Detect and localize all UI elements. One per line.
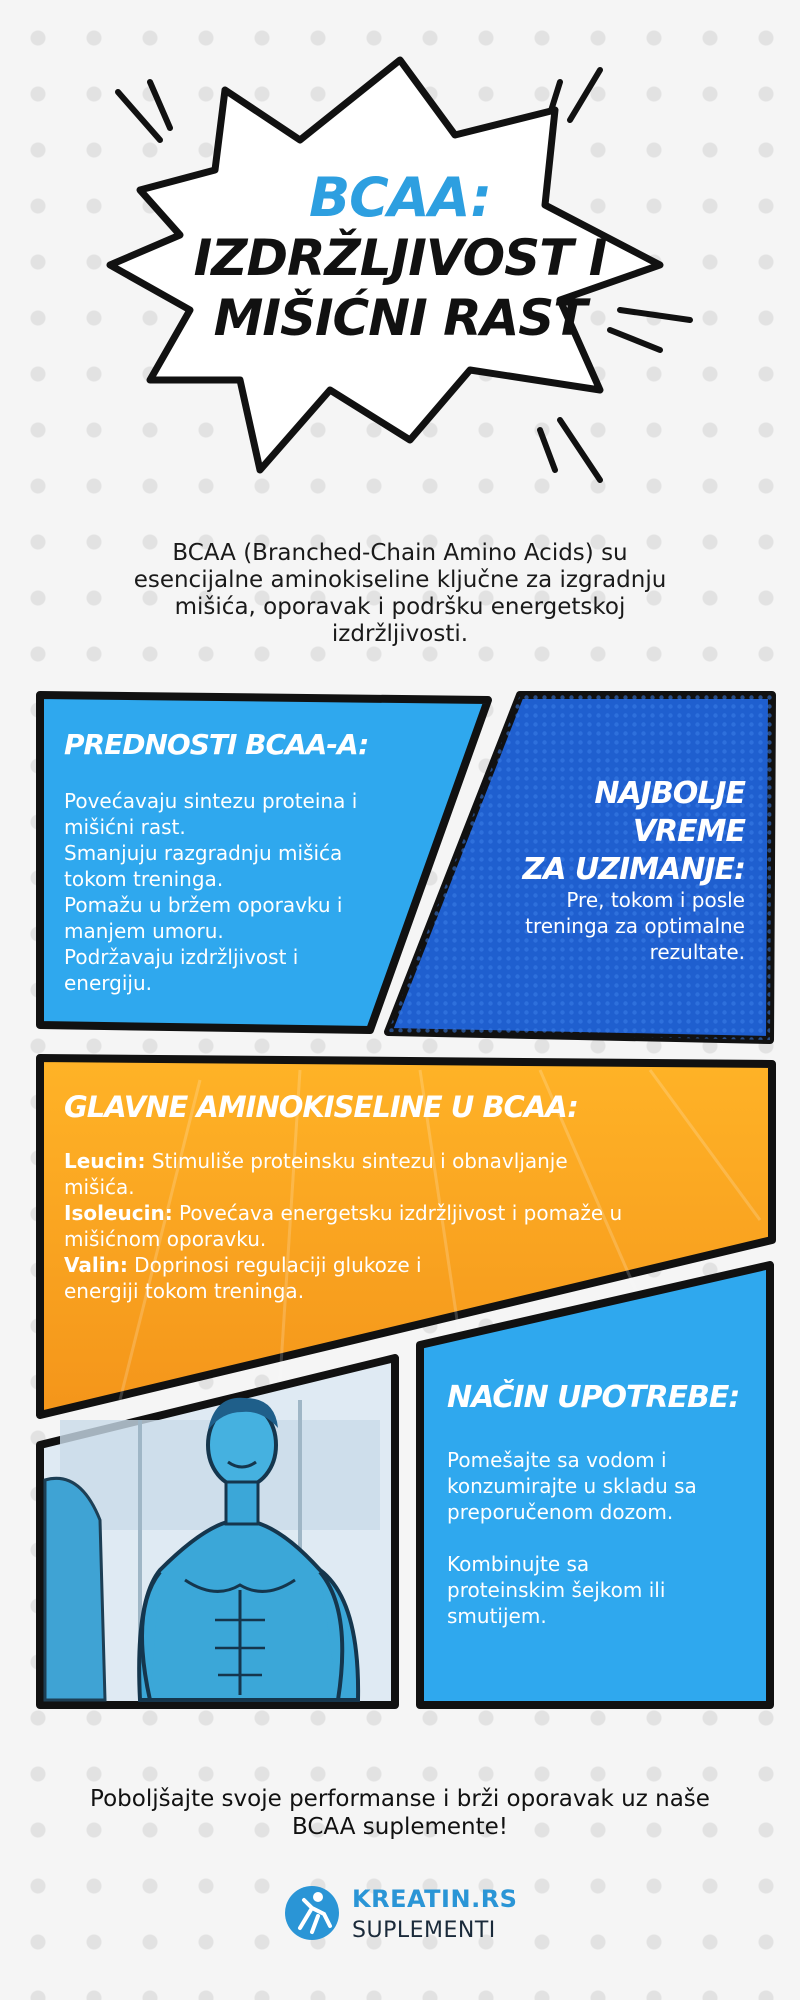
best-time-line: treninga za optimalne [525, 914, 745, 938]
usage-line: konzumirajte u skladu sa [447, 1474, 697, 1498]
best-time-heading-line-2: ZA UZIMANJE: [522, 852, 745, 887]
amino-name: Valin: [64, 1253, 128, 1277]
usage-line: preporučenom dozom. [447, 1500, 674, 1524]
benefits-line: tokom treninga. [64, 867, 224, 891]
amino-desc-cont: mišićnom oporavku. [64, 1227, 267, 1251]
amino-desc-cont: energiji tokom treninga. [64, 1279, 305, 1303]
benefits-heading: PREDNOSTI BCAA-A: [64, 728, 369, 761]
amino-desc: Stimuliše proteinsku sintezu i obnavljanje [145, 1149, 568, 1173]
amino-desc: Doprinosi regulaciji glukoze i [127, 1253, 422, 1277]
usage-line: proteinskim šejkom ili [447, 1578, 666, 1602]
best-time-text [470, 887, 745, 965]
benefits-line: Povećavaju sintezu proteina i [64, 789, 358, 813]
page-title [180, 168, 620, 348]
amino-name: Leucin: [64, 1149, 146, 1173]
benefits-line: Podržavaju izdržljivost i [64, 945, 299, 969]
amino-list [64, 1148, 744, 1304]
amino-heading: GLAVNE AMINOKISELINE U BCAA: [64, 1090, 578, 1124]
title-line-1: BCAA: [309, 166, 491, 229]
best-time-line: Pre, tokom i posle [566, 888, 745, 912]
amino-item-isoleucin [64, 1200, 744, 1252]
outro-text: Poboljšajte svoje performanse i brži oporavak uz naše BCAA suplemente! [90, 1786, 710, 1840]
amino-desc-cont: mišića. [64, 1175, 135, 1199]
brand-name: KREATIN.RS [352, 1885, 518, 1913]
best-time-heading-line-1: NAJBOLJE VREME [594, 776, 745, 849]
benefits-line: Smanjuju razgradnju mišića [64, 841, 343, 865]
best-time-line: rezultate. [649, 940, 745, 964]
best-time-heading [480, 775, 745, 889]
usage-heading: NAČIN UPOTREBE: [447, 1380, 740, 1415]
usage-line: Kombinujte sa [447, 1552, 590, 1576]
runner-logo-icon [285, 1886, 339, 1940]
usage-text [447, 1447, 747, 1629]
benefits-line: energiju. [64, 971, 152, 995]
usage-line: Pomešajte sa vodom i [447, 1448, 667, 1472]
amino-item-valin [64, 1252, 744, 1304]
amino-item-leucin [64, 1148, 744, 1200]
usage-line: smutijem. [447, 1604, 547, 1628]
benefits-line: manjem umoru. [64, 919, 224, 943]
benefits-line: mišićni rast. [64, 815, 186, 839]
title-line-2: IZDRŽLJIVOST I [193, 229, 607, 287]
intro-text: BCAA (Branched-Chain Amino Acids) su esencijalne aminokiseline ključne za izgradnju mišića, oporavak i podršku energetskoj izdržljivosti. [133, 540, 667, 647]
amino-name: Isoleucin: [64, 1201, 173, 1225]
amino-desc: Povećava energetsku izdržljivost i pomaže u [172, 1201, 623, 1225]
benefits-line: Pomažu u bržem oporavku i [64, 893, 343, 917]
benefits-list [64, 788, 424, 996]
title-line-3: MIŠIĆNI RAST [213, 289, 587, 347]
brand-subtitle: SUPLEMENTI [352, 1918, 496, 1943]
